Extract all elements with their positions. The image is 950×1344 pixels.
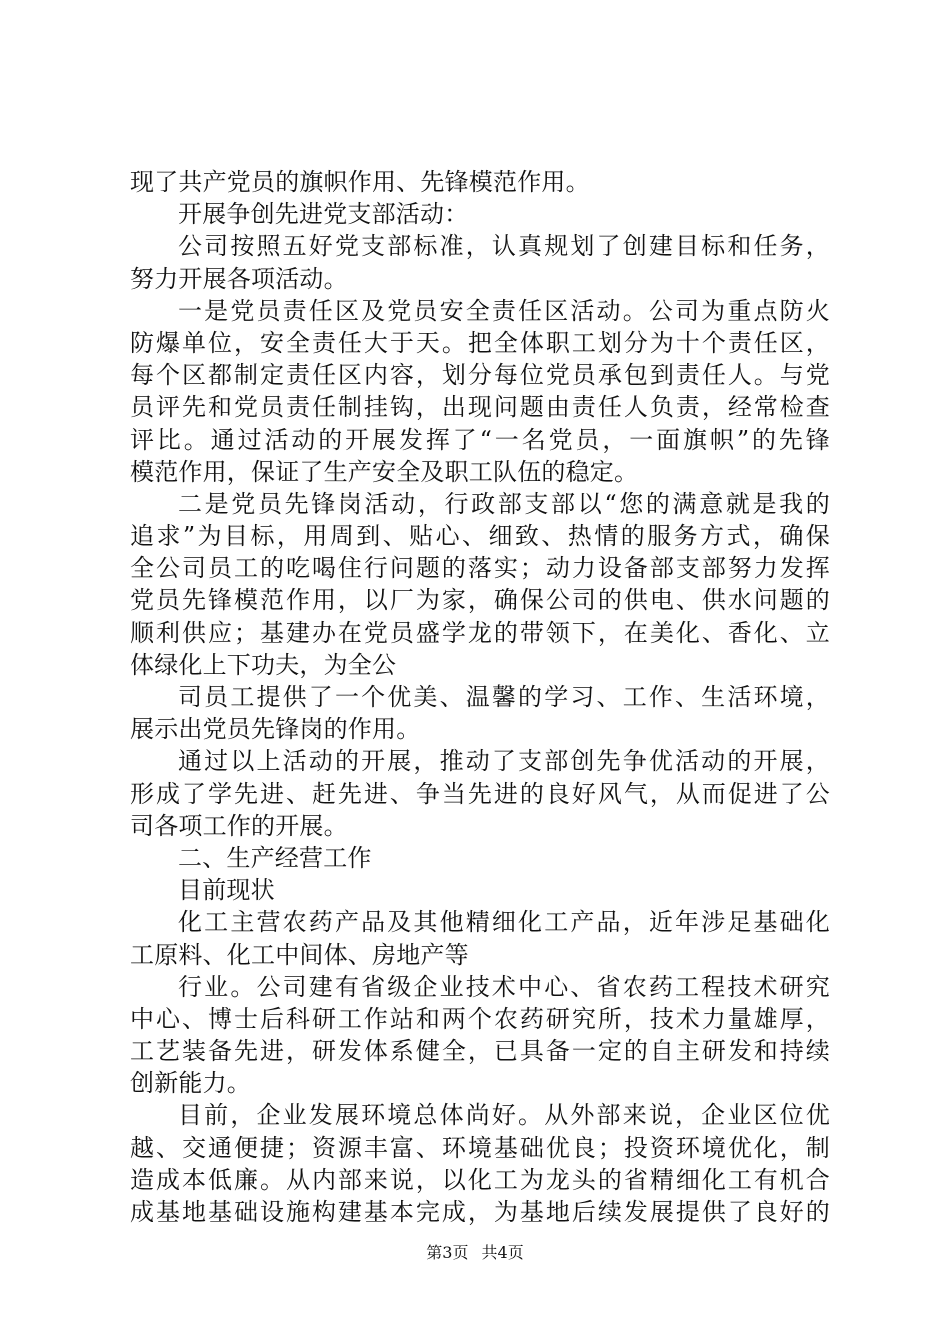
- text-line: 现了共产党员的旗帜作用、先锋模范作用。: [130, 168, 590, 196]
- page-footer: [0, 1243, 950, 1263]
- text-line: 成基地基础设施构建基本完成，为基地后续发展提供了良好的: [130, 1198, 830, 1226]
- page-number: 第3页: [426, 1243, 469, 1262]
- text-line: 通过以上活动的开展，推动了支部创先争优活动的开展，: [178, 747, 830, 776]
- text-line: 努力开展各项活动。: [130, 264, 348, 293]
- page-total: 共4页: [481, 1243, 524, 1262]
- text-line: 目前现状: [178, 876, 275, 905]
- text-line: 公司按照五好党支部标准，认真规划了创建目标和任务，: [178, 232, 830, 261]
- document-body: [130, 166, 830, 1228]
- text-line: 员评先和党员责任制挂钩，出现问题由责任人负责，经常检查: [130, 393, 830, 422]
- text-line: 开展争创先进党支部活动：: [178, 200, 469, 229]
- text-line: 全公司员工的吃喝住行问题的落实；动力设备部支部努力发挥: [130, 554, 830, 583]
- text-line: 党员先锋模范作用，以厂为家，确保公司的供电、供水问题的: [130, 586, 830, 615]
- text-line: 司各项工作的开展。: [130, 811, 348, 840]
- text-line: 追求”为目标，用周到、贴心、细致、热情的服务方式，确保: [130, 522, 830, 551]
- text-line: 中心、博士后科研工作站和两个农药研究所，技术力量雄厚，: [130, 1004, 830, 1033]
- text-line: 评比。通过活动的开展发挥了“一名党员，一面旗帜”的先锋: [130, 425, 830, 454]
- text-line: 司员工提供了一个优美、温馨的学习、工作、生活环境，: [178, 683, 830, 711]
- text-line: 二、生产经营工作: [178, 843, 372, 872]
- text-line: 造成本低廉。从内部来说，以化工为龙头的省精细化工有机合: [130, 1165, 830, 1194]
- text-line: 模范作用，保证了生产安全及职工队伍的稳定。: [130, 457, 639, 486]
- text-line: 体绿化上下功夫，为全公: [130, 650, 397, 679]
- text-line: 行业。公司建有省级企业技术中心、省农药工程技术研究: [178, 972, 830, 1001]
- text-line: 每个区都制定责任区内容，划分每位党员承包到责任人。与党: [130, 361, 830, 390]
- text-line: 一是党员责任区及党员安全责任区活动。公司为重点防火: [178, 296, 830, 325]
- text-line: 顺利供应；基建办在党员盛学龙的带领下，在美化、香化、立: [130, 618, 830, 647]
- text-line: 防爆单位，安全责任大于天。把全体职工划分为十个责任区，: [130, 328, 830, 357]
- text-line: 目前，企业发展环境总体尚好。从外部来说，企业区位优: [178, 1101, 830, 1130]
- text-line: 创新能力。: [130, 1069, 251, 1098]
- text-line: 形成了学先进、赶先进、争当先进的良好风气，从而促进了公: [130, 779, 830, 808]
- text-line: 越、交通便捷；资源丰富、环境基础优良；投资环境优化，制: [130, 1133, 830, 1162]
- text-line: 工原料、化工中间体、房地产等: [130, 940, 469, 969]
- text-line: 工艺装备先进，研发体系健全，已具备一定的自主研发和持续: [130, 1037, 830, 1066]
- text-line: 二是党员先锋岗活动，行政部支部以“您的满意就是我的: [178, 489, 830, 518]
- text-line: 化工主营农药产品及其他精细化工产品，近年涉足基础化: [178, 908, 830, 937]
- text-line: 展示出党员先锋岗的作用。: [130, 715, 421, 744]
